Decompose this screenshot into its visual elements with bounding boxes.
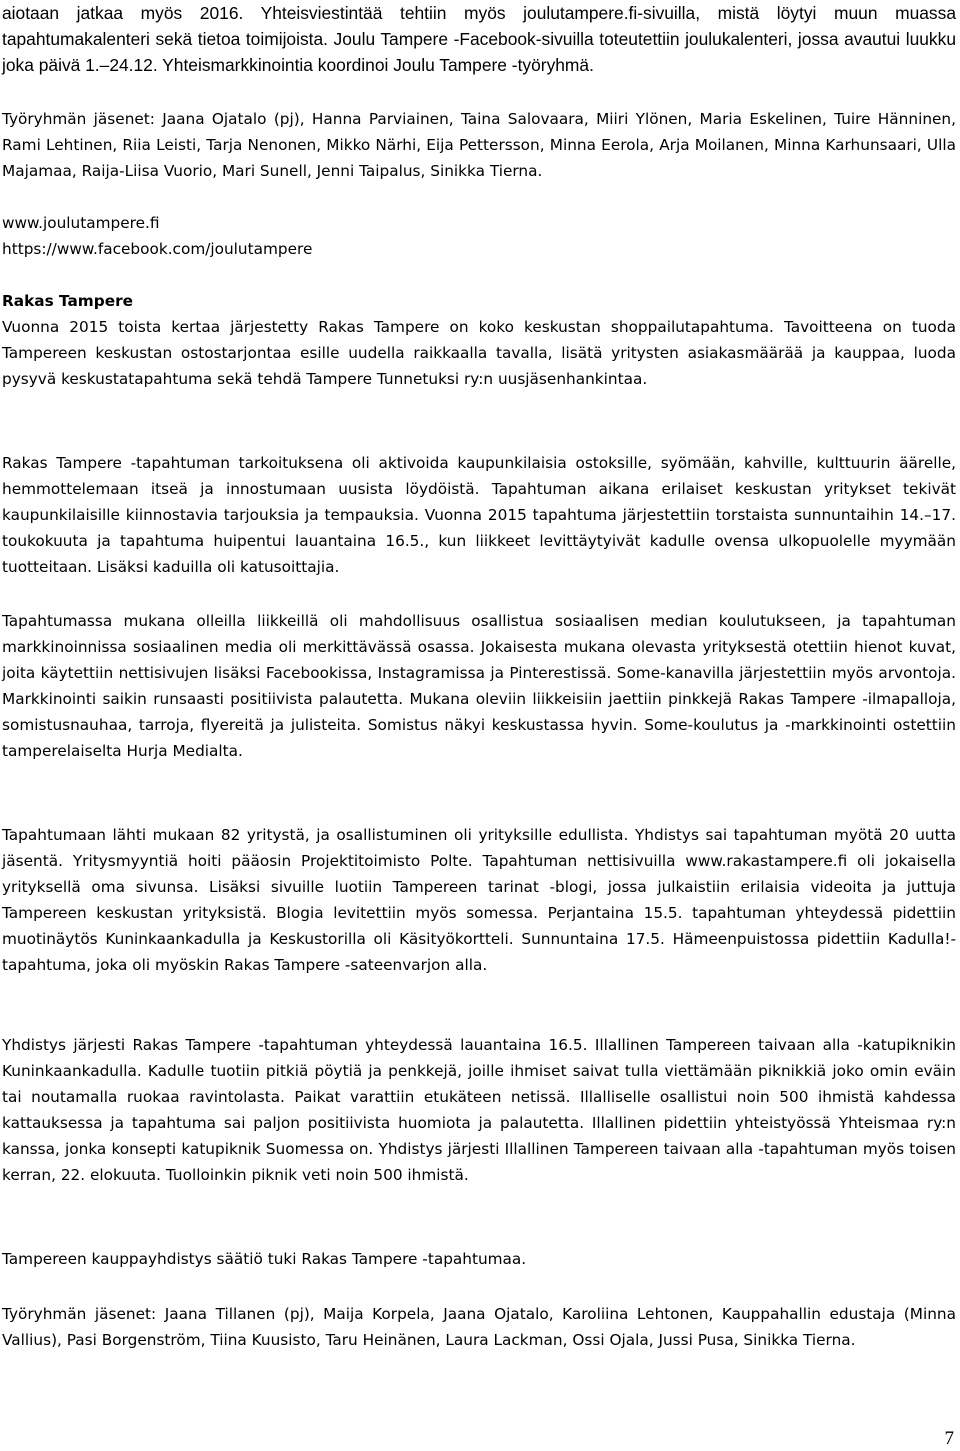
- page-number: 7: [944, 1428, 954, 1449]
- paragraph: Vuonna 2015 toista kertaa järjestetty Rakas Tampere on koko keskustan shoppailutapahtuma. Tavoitteena on tuoda Tampereen keskustan ostostarjontaa esille uudella raikkaalla tavalla, lisätä yritysten asiakasmäärää ja kauppaa, luoda pysyvä keskustatapahtuma sekä tehdä Tampere Tunnetuksi ry:n uusjäsenhankintaa.: [2, 318, 956, 388]
- paragraph: Tapahtumaan lähti mukaan 82 yritystä, ja osallistuminen oli yrityksille edullista. Yhdistys sai tapahtuman myötä 20 uutta jäsentä. Yritysmyyntiä hoiti pääosin Projektitoimisto Polte. Tapahtuman nettisivuilla www.rakastampere.fi oli jokaisella yrityksellä oma sivunsa. Lisäksi sivuille luotiin Tampereen tarinat -blogi, jossa julkaistiin erilaisia videoita ja juttuja Tampereen keskustan yrityksistä. Blogia levitettiin myös somessa. Perjantaina 15.5. tapahtuman yhteydessä pidettiin muotinäytös Kuninkaankadulla ja Keskustorilla oli Käsityökortteli. Sunnuntaina 17.5. Hämeenpuistossa pidettiin Kadulla!-tapahtuma, joka oli myöskin Rakas Tampere -sateenvarjon alla.: [2, 826, 956, 974]
- paragraph: Rakas Tampere -tapahtuman tarkoituksena oli aktivoida kaupunkilaisia ostoksille, syömään, kahville, kulttuurin äärelle, hemmottelemaan itseä ja innostumaan uusista löydöistä. Tapahtuman aikana erilaiset keskustan yritykset tekivät kaupunkilaisille kiinnostavia tarjouksia ja tempauksia. Vuonna 2015 tapahtuma järjestettiin torstaista sunnuntaihin 14.–17. toukokuuta ja tapahtuma huipentui lauantaina 16.5., kun liikkeet levittäytyivät kadulle ovensa ulkopuolelle myymään tuotteitaan. Lisäksi kaduilla oli katusoittajia.: [2, 454, 956, 576]
- link-block: [2, 210, 956, 262]
- intro-paragraph: aiotaan jatkaa myös 2016. Yhteisviestintää tehtiin myös joulutampere.fi-sivuilla, mistä löytyi muun muassa tapahtumakalenteri sekä tietoa toimijoista. Joulu Tampere -Facebook-sivuilla toteutettiin joulukalenteri, jossa avautui luukku joka päivä 1.–24.12. Yhteismarkkinointia koordinoi Joulu Tampere -työryhmä.: [2, 3, 956, 75]
- facebook-link[interactable]: https://www.facebook.com/joulutampere: [2, 240, 313, 258]
- paragraph: Tapahtumassa mukana olleilla liikkeillä oli mahdollisuus osallistua sosiaalisen median koulutukseen, ja tapahtuman markkinoinnissa sosiaalinen media oli merkittävässä osassa. Jokaisesta mukana olevasta yrityksestä otettiin hienot kuvat, joita käytettiin nettisivujen lisäksi Facebookissa, Instagramissa ja Pinterestissä. Some-kanavilla järjestettiin myös arvontoja. Markkinointi saikin runsaasti positiivista palautetta. Mukana oleviin liikkeisiin jaettiin pinkkejä Rakas Tampere -ilmapalloja, somistusnauhaa, tarroja, flyereitä ja julisteita. Somistus näkyi keskustassa hyvin. Some-koulutus ja -markkinointi ostettiin tamperelaiselta Hurja Medialta.: [2, 612, 956, 760]
- joulu-workgroup-members: Työryhmän jäsenet: Jaana Ojatalo (pj), Hanna Parviainen, Taina Salovaara, Miiri Ylönen, Maria Eskelinen, Tuire Hänninen, Rami Lehtinen, Riia Leisti, Tarja Nenonen, Mikko Närhi, Eija Pettersson, Minna Eerola, Arja Moilanen, Minna Karhunsaari, Ulla Majamaa, Raija-Liisa Vuorio, Mari Sunell, Jenni Taipalus, Sinikka Tierna.: [2, 110, 956, 180]
- paragraph: Tampereen kauppayhdistys säätiö tuki Rakas Tampere -tapahtumaa.: [2, 1250, 527, 1268]
- paragraph: Yhdistys järjesti Rakas Tampere -tapahtuman yhteydessä lauantaina 16.5. Illallinen Tampereen taivaan alla -katupiknikin Kuninkaankadulla. Kadulle tuotiin pitkiä pöytiä ja penkkejä, joille ihmiset saivat tulla viettämään piknikkiä joko omin eväin tai noutamalla ruokaa ravintolasta. Paikat varattiin etukäteen netissä. Illalliselle osallistui noin 500 ihmistä kahdessa kattauksessa ja tapahtuma sai paljon positiivista huomiota ja palautetta. Illallinen pidettiin yhteistyössä Yhteismaa ry:n kanssa, jonka konsepti katupiknik Suomessa on. Yhdistys järjesti Illallinen Tampereen taivaan alla -tapahtuman myös toisen kerran, 22. elokuuta. Tuolloinkin piknik veti noin 500 ihmistä.: [2, 1036, 956, 1184]
- website-link[interactable]: www.joulutampere.fi: [2, 214, 160, 232]
- paragraph: Työryhmän jäsenet: Jaana Tillanen (pj), Maija Korpela, Jaana Ojatalo, Karoliina Lehtonen, Kauppahallin edustaja (Minna Vallius), Pasi Borgenström, Tiina Kuusisto, Taru Heinänen, Laura Lackman, Ossi Ojala, Jussi Pusa, Sinikka Tierna.: [2, 1305, 956, 1349]
- section-heading: Rakas Tampere: [2, 292, 133, 310]
